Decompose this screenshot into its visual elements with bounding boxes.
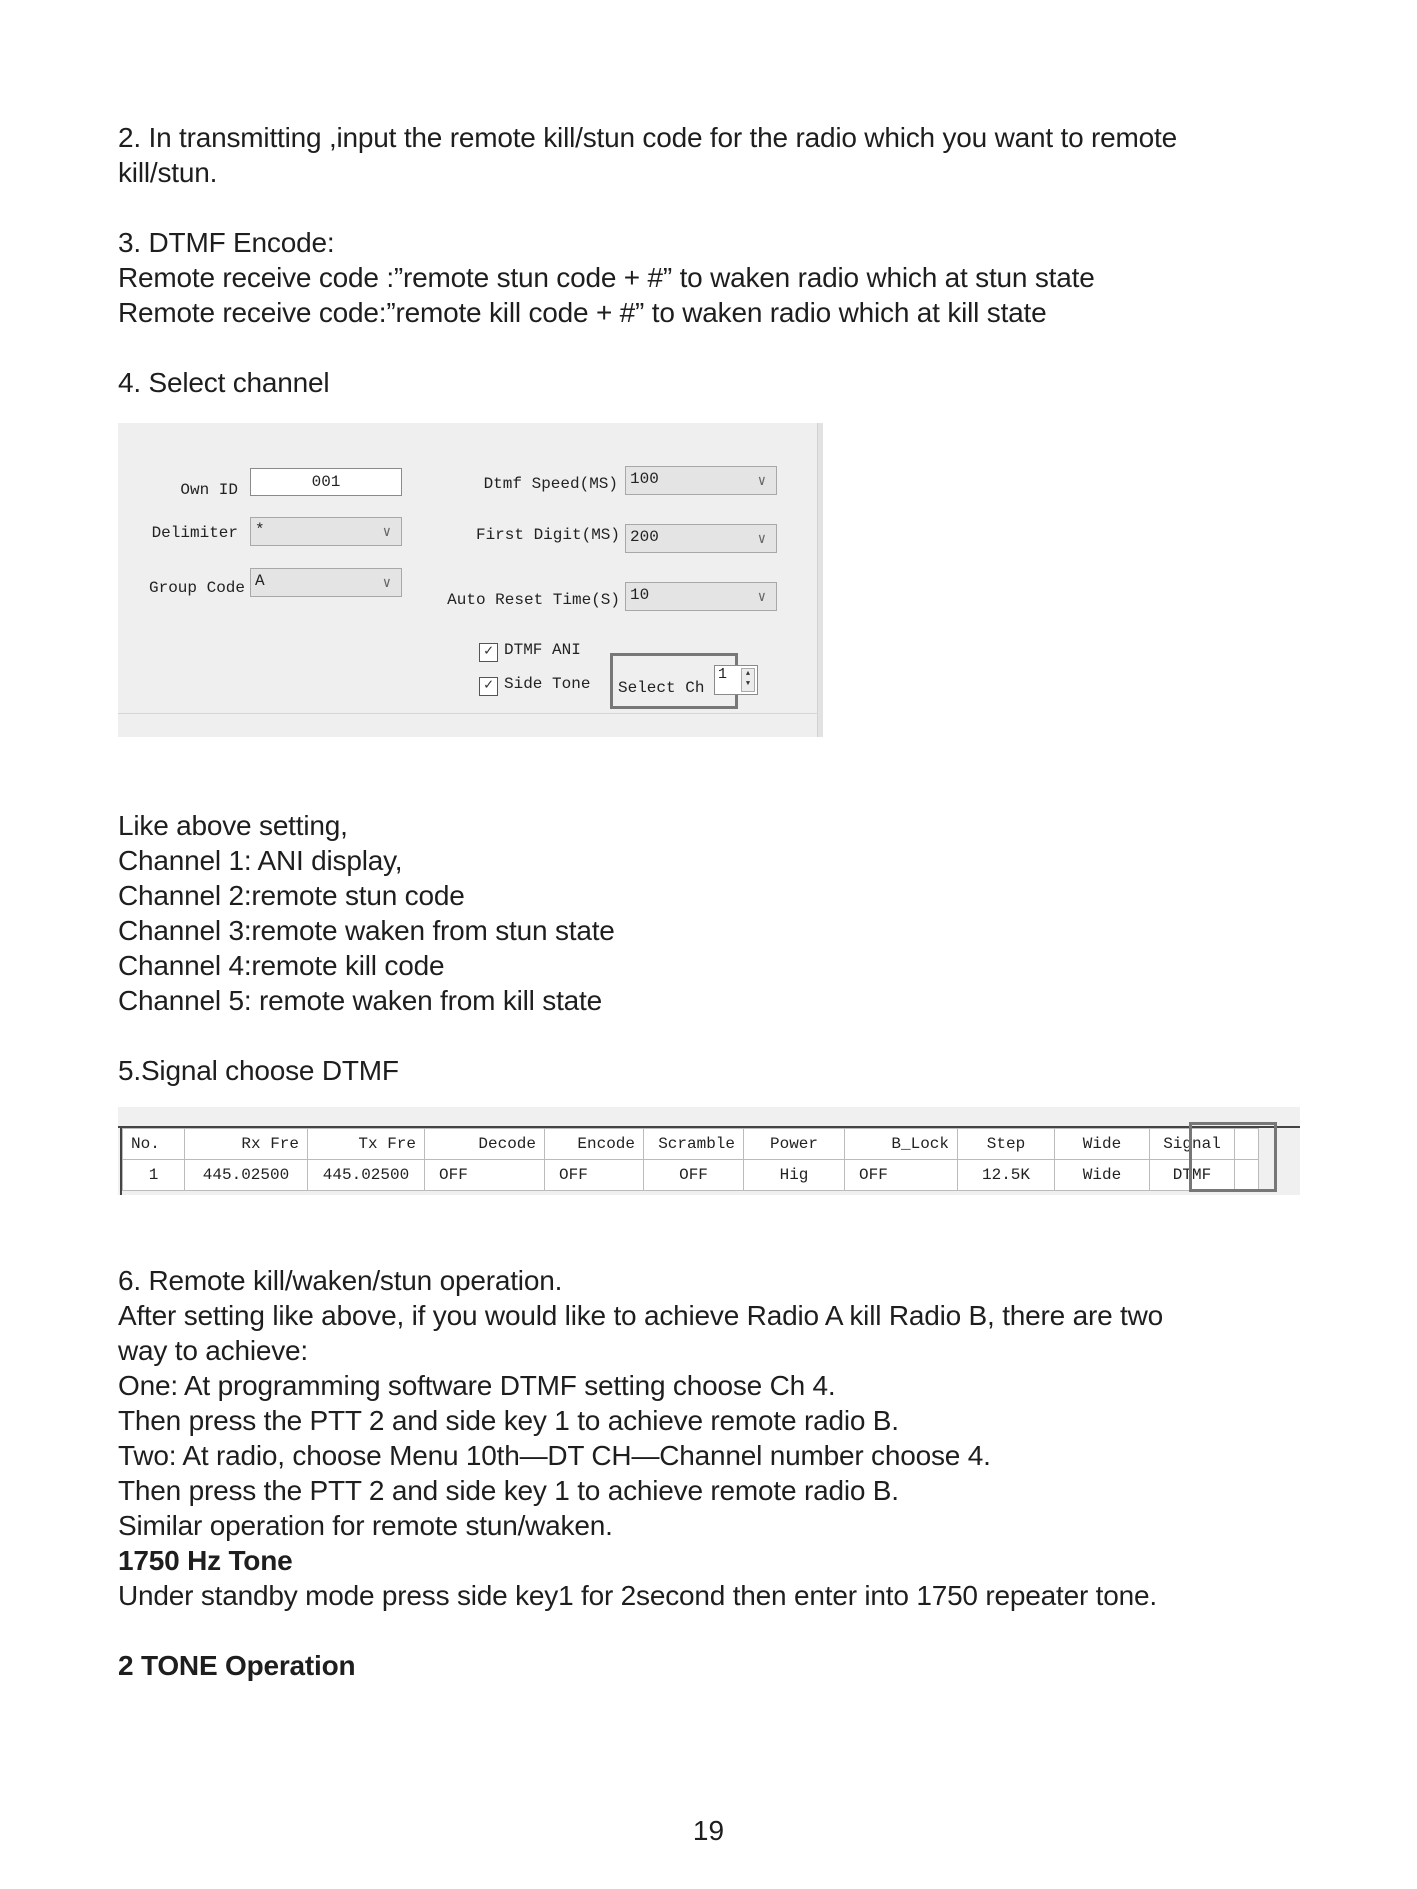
select-ch-spinner[interactable] <box>714 665 758 695</box>
step-6-heading: 6. Remote kill/waken/stun operation. <box>118 1265 563 1296</box>
header-step[interactable]: Step <box>958 1129 1055 1160</box>
table-row[interactable] <box>123 1160 1259 1191</box>
cell-decode[interactable]: OFF <box>425 1160 545 1191</box>
step-3-line-1: Remote receive code :”remote stun code + #” to waken radio which at stun state <box>118 262 1095 293</box>
cell-tx-fre[interactable]: 445.02500 <box>308 1160 425 1191</box>
step-6-line-7: Similar operation for remote stun/waken. <box>118 1510 613 1541</box>
own-id-label: Own ID <box>180 481 238 499</box>
chevron-down-icon: ∨ <box>382 576 391 592</box>
step-3-heading: 3. DTMF Encode: <box>118 227 335 258</box>
delimiter-label: Delimiter <box>151 524 238 542</box>
channel-grid <box>122 1128 1259 1191</box>
checkmark-icon: ✓ <box>483 643 494 660</box>
cell-b-lock[interactable]: OFF <box>845 1160 958 1191</box>
delimiter-value: * <box>255 521 265 539</box>
channel-1-text: Channel 1: ANI display, <box>118 845 403 876</box>
dtmf-speed-value: 100 <box>630 470 659 488</box>
header-rx-fre[interactable]: Rx Fre <box>185 1129 308 1160</box>
step-2-line-2: kill/stun. <box>118 157 218 188</box>
group-code-value: A <box>255 572 265 590</box>
channel-table <box>118 1107 1300 1195</box>
first-digit-label: First Digit(MS) <box>475 526 620 544</box>
header-tx-fre[interactable]: Tx Fre <box>308 1129 425 1160</box>
cell-step[interactable]: 12.5K <box>958 1160 1055 1191</box>
cell-power[interactable]: Hig <box>744 1160 845 1191</box>
spinner-arrows-icon[interactable]: ▲ ▼ <box>741 668 755 692</box>
step-6-line-5: Two: At radio, choose Menu 10th—DT CH—Channel number choose 4. <box>118 1440 991 1471</box>
side-tone-checkbox[interactable] <box>479 677 498 696</box>
dtmf-speed-label: Dtmf Speed(MS) <box>483 475 618 493</box>
header-encode[interactable]: Encode <box>545 1129 644 1160</box>
step-4-heading: 4. Select channel <box>118 367 330 398</box>
channel-4-text: Channel 4:remote kill code <box>118 950 445 981</box>
cell-no[interactable]: 1 <box>123 1160 185 1191</box>
two-tone-heading: 2 TONE Operation <box>118 1650 356 1681</box>
dtmf-settings-panel <box>118 423 823 737</box>
header-no[interactable]: No. <box>123 1129 185 1160</box>
chevron-down-icon: ∨ <box>757 474 766 490</box>
chevron-down-icon: ∨ <box>382 525 391 541</box>
like-above-text: Like above setting, <box>118 810 348 841</box>
auto-reset-label: Auto Reset Time(S) <box>447 591 620 609</box>
tone-1750-text: Under standby mode press side key1 for 2second then enter into 1750 repeater tone. <box>118 1580 1157 1611</box>
panel-scrollbar[interactable] <box>817 423 823 737</box>
group-code-label: Group Code <box>148 579 245 597</box>
header-wide[interactable]: Wide <box>1055 1129 1150 1160</box>
side-tone-label: Side Tone <box>504 675 591 693</box>
first-digit-select[interactable] <box>625 524 777 553</box>
dtmf-ani-label: DTMF ANI <box>504 641 581 659</box>
header-b-lock[interactable]: B_Lock <box>845 1129 958 1160</box>
header-power[interactable]: Power <box>744 1129 845 1160</box>
step-6-line-4: Then press the PTT 2 and side key 1 to achieve remote radio B. <box>118 1405 899 1436</box>
dtmf-ani-checkbox[interactable] <box>479 643 498 662</box>
header-scramble[interactable]: Scramble <box>644 1129 744 1160</box>
checkmark-icon: ✓ <box>483 677 494 694</box>
select-ch-value: 1 <box>718 666 728 683</box>
step-6-line-6: Then press the PTT 2 and side key 1 to achieve remote radio B. <box>118 1475 899 1506</box>
dtmf-speed-select[interactable] <box>625 466 777 495</box>
page-number: 19 <box>692 1815 725 1846</box>
cell-signal[interactable]: DTMF <box>1150 1160 1235 1191</box>
table-header-row <box>123 1129 1259 1160</box>
step-2-line-1: 2. In transmitting ,input the remote kill/stun code for the radio which you want to remote <box>118 122 1177 153</box>
header-decode[interactable]: Decode <box>425 1129 545 1160</box>
cell-scramble[interactable]: OFF <box>644 1160 744 1191</box>
chevron-down-icon: ∨ <box>757 532 766 548</box>
step-3-line-2: Remote receive code:”remote kill code + #” to waken radio which at kill state <box>118 297 1047 328</box>
auto-reset-select[interactable] <box>625 582 777 611</box>
first-digit-value: 200 <box>630 528 659 546</box>
cell-encode[interactable]: OFF <box>545 1160 644 1191</box>
channel-2-text: Channel 2:remote stun code <box>118 880 465 911</box>
signal-column-highlight <box>1189 1122 1277 1192</box>
own-id-input[interactable]: 001 <box>250 468 402 496</box>
panel-divider <box>118 713 818 714</box>
step-6-line-3: One: At programming software DTMF setting choose Ch 4. <box>118 1370 836 1401</box>
chevron-down-icon: ∨ <box>757 590 766 606</box>
step-6-line-2: way to achieve: <box>118 1335 308 1366</box>
select-ch-label: Select Ch <box>618 679 705 697</box>
tone-1750-heading: 1750 Hz Tone <box>118 1545 293 1576</box>
auto-reset-value: 10 <box>630 586 650 604</box>
channel-3-text: Channel 3:remote waken from stun state <box>118 915 615 946</box>
cell-wide[interactable]: Wide <box>1055 1160 1150 1191</box>
step-6-line-1: After setting like above, if you would like to achieve Radio A kill Radio B, there are two <box>118 1300 1164 1331</box>
channel-5-text: Channel 5: remote waken from kill state <box>118 985 602 1016</box>
cell-rx-fre[interactable]: 445.02500 <box>185 1160 308 1191</box>
header-signal[interactable]: Signal <box>1150 1129 1235 1160</box>
step-5-heading: 5.Signal choose DTMF <box>118 1055 399 1086</box>
